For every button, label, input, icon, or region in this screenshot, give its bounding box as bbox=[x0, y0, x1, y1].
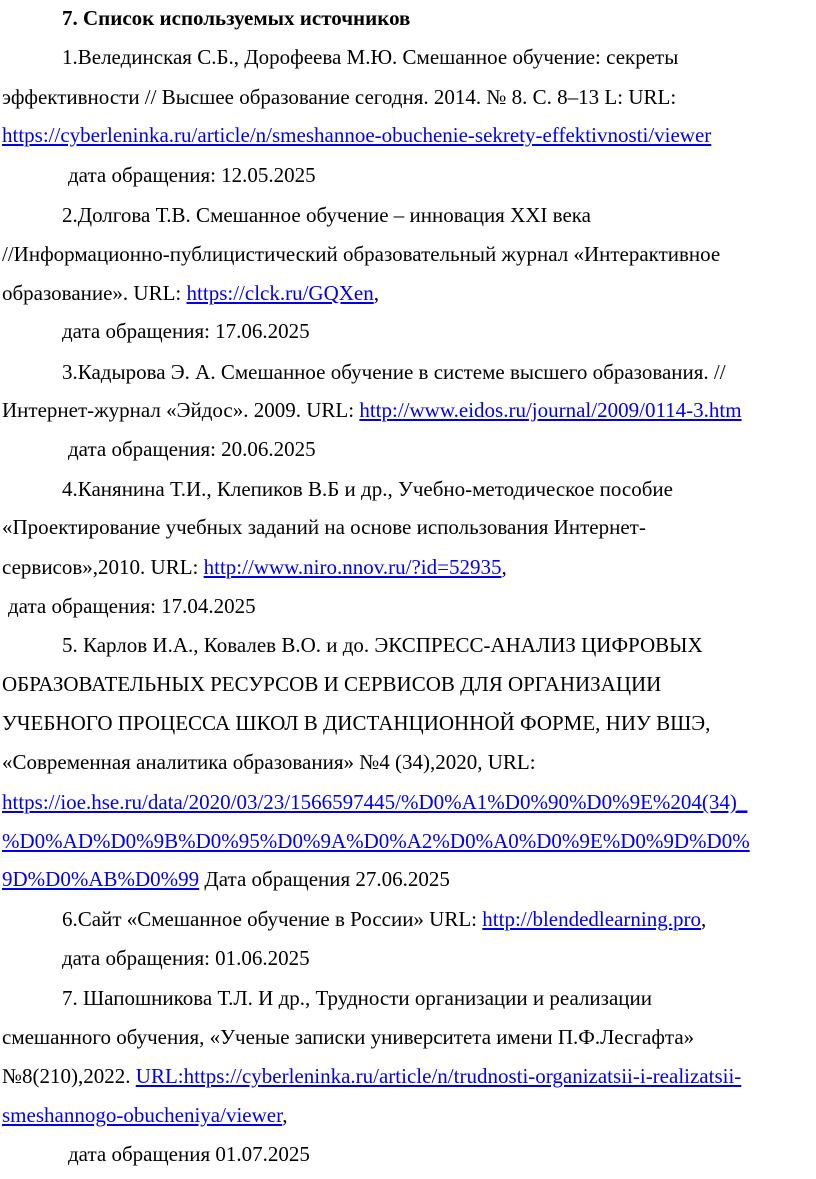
source-3-line-1: 3.Кадырова Э. А. Смешанное обучение в системе высшего образования. // bbox=[62, 360, 726, 384]
source-5-url-line-3 bbox=[2, 866, 450, 892]
source-7-link-part-1[interactable]: URL:https://cyberleninka.ru/article/n/trudnosti-organizatsii-i-realizatsii- bbox=[135, 1064, 742, 1088]
source-2-line-3-prefix: образование». URL: bbox=[2, 281, 187, 305]
source-7-link-part-2[interactable]: smeshannogo-obucheniya/viewer bbox=[2, 1103, 283, 1127]
source-2-line-3-suffix: , bbox=[373, 281, 379, 305]
source-2-link[interactable]: https://clck.ru/GQXen bbox=[186, 281, 374, 305]
source-5-line-4: «Современная аналитика образования» №4 (34),2020, URL: bbox=[2, 750, 536, 774]
source-5-line-1: 5. Карлов И.А., Ковалев В.О. и до. ЭКСПРЕСС-АНАЛИЗ ЦИФРОВЫХ bbox=[62, 633, 703, 657]
source-7-access-date: дата обращения 01.07.2025 bbox=[68, 1142, 310, 1166]
source-2-access-date: дата обращения: 17.06.2025 bbox=[62, 319, 310, 343]
source-4-line-3 bbox=[2, 554, 507, 580]
source-4-line-3-suffix: , bbox=[501, 555, 507, 579]
source-3-access-date: дата обращения: 20.06.2025 bbox=[68, 437, 316, 461]
source-6-line-1-suffix: , bbox=[700, 907, 707, 931]
source-7-line-3 bbox=[2, 1063, 741, 1089]
source-7-line-4-suffix: , bbox=[282, 1103, 288, 1127]
source-5-url-line-1 bbox=[2, 789, 747, 815]
source-1-line-1: 1.Велединская С.Б., Дорофеева М.Ю. Смешанное обучение: секреты bbox=[62, 45, 679, 69]
source-4-line-3-prefix: сервисов»,2010. URL: bbox=[2, 555, 204, 579]
source-5-url-line-2 bbox=[2, 828, 750, 854]
source-5-link-part-2[interactable]: %D0%AD%D0%9B%D0%95%D0%9A%D0%A2%D0%A0%D0%9E%D0%9D%D0% bbox=[2, 829, 750, 853]
source-7-line-1: 7. Шапошникова Т.Л. И др., Трудности организации и реализации bbox=[62, 986, 652, 1010]
source-5-access-date: Дата обращения 27.06.2025 bbox=[199, 867, 450, 891]
source-3-line-2 bbox=[2, 397, 742, 423]
source-1-line-2: эффективности // Высшее образование сегодня. 2014. № 8. С. 8–13 L: URL: bbox=[2, 85, 677, 109]
source-4-line-2: «Проектирование учебных заданий на основе использования Интернет- bbox=[2, 515, 646, 539]
source-1-access-date: дата обращения: 12.05.2025 bbox=[68, 163, 316, 187]
source-2-line-2: //Информационно-публицистический образовательный журнал «Интерактивное bbox=[2, 242, 721, 266]
source-5-link-part-3[interactable]: 9D%D0%AB%D0%99 bbox=[2, 867, 200, 891]
section-heading: 7. Список используемых источников bbox=[62, 6, 411, 30]
source-4-link[interactable]: http://www.niro.nnov.ru/?id=52935 bbox=[203, 555, 502, 579]
source-1-link[interactable]: https://cyberleninka.ru/article/n/smeshannoe-obuchenie-sekrety-effektivnosti/viewer bbox=[2, 123, 712, 147]
source-5-link-part-1[interactable]: https://ioe.hse.ru/data/2020/03/23/1566597445/%D0%A1%D0%90%D0%9E%204(34)_ bbox=[2, 790, 748, 814]
source-5-line-3: УЧЕБНОГО ПРОЦЕССА ШКОЛ В ДИСТАНЦИОННОЙ ФОРМЕ, НИУ ВШЭ, bbox=[2, 711, 711, 735]
source-6-access-date: дата обращения: 01.06.2025 bbox=[62, 946, 310, 970]
source-7-line-4 bbox=[2, 1102, 288, 1128]
source-7-line-3-prefix: №8(210),2022. bbox=[2, 1064, 136, 1088]
source-2-line-1: 2.Долгова Т.В. Смешанное обучение – инновация XXI века bbox=[62, 203, 591, 227]
source-4-line-1: 4.Канянина Т.И., Клепиков В.Б и др., Учебно-методическое пособие bbox=[62, 477, 673, 501]
source-1-url-line bbox=[2, 122, 711, 148]
source-7-line-2: смешанного обучения, «Ученые записки университета имени П.Ф.Лесгафта» bbox=[2, 1025, 695, 1049]
source-6-link[interactable]: http://blendedlearning.pro bbox=[482, 907, 701, 931]
source-5-line-2: ОБРАЗОВАТЕЛЬНЫХ РЕСУРСОВ И СЕРВИСОВ ДЛЯ ОРГАНИЗАЦИИ bbox=[2, 672, 662, 696]
source-6-line-1-prefix: 6.Сайт «Смешанное обучение в России» URL: bbox=[62, 907, 483, 931]
source-4-access-date: дата обращения: 17.04.2025 bbox=[8, 594, 256, 618]
source-3-line-2-prefix: Интернет-журнал «Эйдос». 2009. URL: bbox=[2, 398, 360, 422]
source-6-line-1 bbox=[62, 906, 706, 932]
source-2-line-3 bbox=[2, 280, 379, 306]
source-3-link[interactable]: http://www.eidos.ru/journal/2009/0114-3.htm bbox=[359, 398, 742, 422]
